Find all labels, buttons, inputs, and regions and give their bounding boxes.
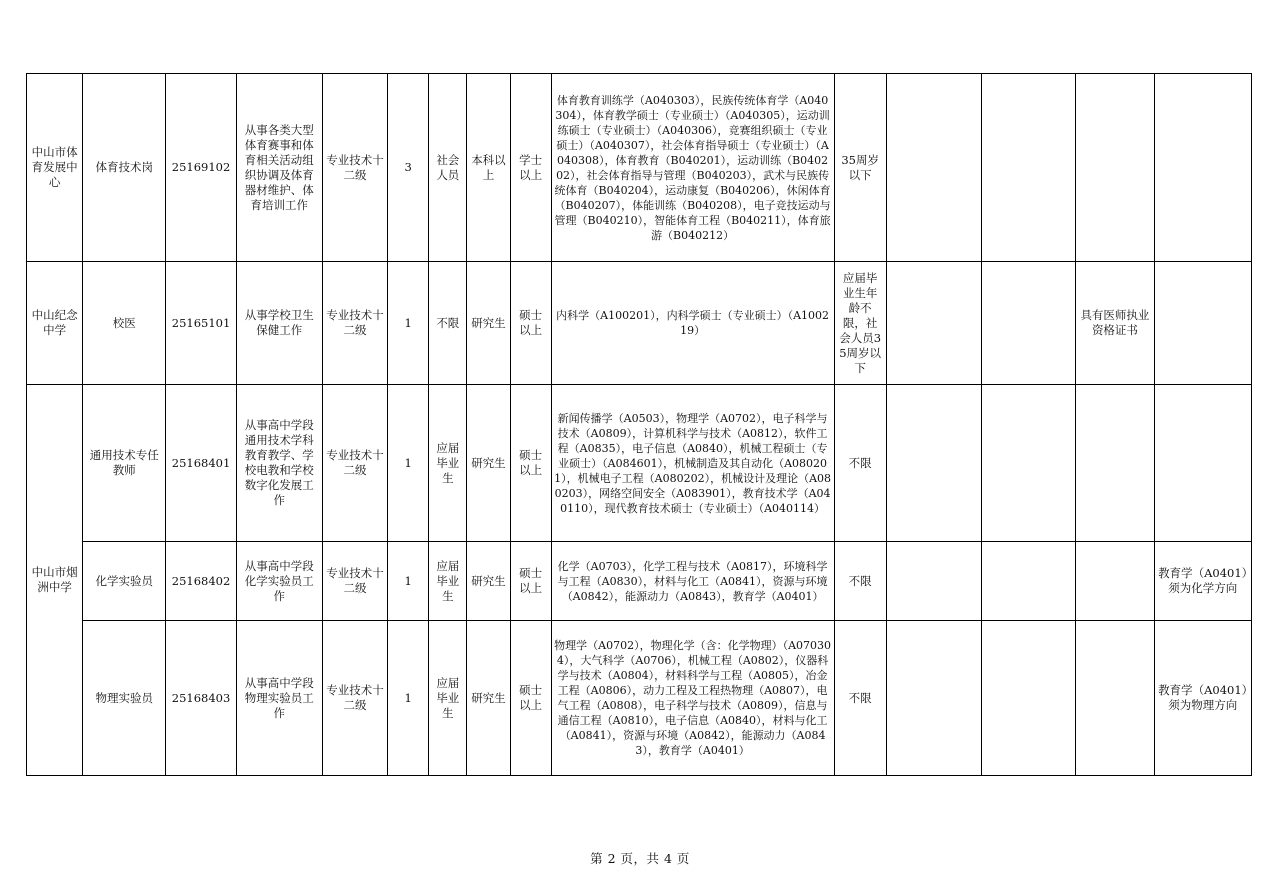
education-cell: 本科以上 [467, 74, 510, 262]
position-cell: 通用技术专任教师 [83, 385, 166, 542]
age-cell: 不限 [834, 385, 886, 542]
unit-cell: 中山纪念中学 [27, 262, 83, 385]
table-row [27, 262, 1252, 385]
education-cell: 研究生 [467, 621, 510, 776]
age-cell: 不限 [834, 621, 886, 776]
degree-cell: 学士以上 [510, 74, 551, 262]
level-cell: 专业技术十二级 [322, 262, 387, 385]
code-cell: 25168403 [166, 621, 236, 776]
unit-cell: 中山市烟洲中学 [27, 385, 83, 776]
target-cell: 应届毕业生 [429, 542, 467, 621]
extra-cell-12 [886, 385, 981, 542]
degree-cell: 硕士以上 [510, 385, 551, 542]
code-cell: 25169102 [166, 74, 236, 262]
degree-cell: 硕士以上 [510, 262, 551, 385]
education-cell: 研究生 [467, 262, 510, 385]
position-cell: 物理实验员 [83, 621, 166, 776]
duties-cell: 从事高中学段物理实验员工作 [236, 621, 322, 776]
count-cell: 1 [388, 262, 429, 385]
count-cell: 1 [388, 385, 429, 542]
level-cell: 专业技术十二级 [322, 621, 387, 776]
extra-cell-12 [886, 621, 981, 776]
duties-cell: 从事高中学段化学实验员工作 [236, 542, 322, 621]
requirement-cell [1076, 385, 1154, 542]
major-cell: 化学（A0703），化学工程与技术（A0817），环境科学与工程（A0830），材料与化工（A0841），资源与环境（A0842），能源动力（A0843），教育学（A0401） [551, 542, 834, 621]
target-cell: 应届毕业生 [429, 621, 467, 776]
education-cell: 研究生 [467, 385, 510, 542]
requirement-cell [1076, 542, 1154, 621]
recruitment-table [26, 73, 1252, 776]
unit-cell: 中山市体育发展中心 [27, 74, 83, 262]
extra-cell-13 [982, 262, 1076, 385]
extra-cell-12 [886, 542, 981, 621]
level-cell: 专业技术十二级 [322, 385, 387, 542]
remark-cell [1154, 74, 1251, 262]
code-cell: 25168402 [166, 542, 236, 621]
duties-cell: 从事学校卫生保健工作 [236, 262, 322, 385]
age-cell: 不限 [834, 542, 886, 621]
education-cell: 研究生 [467, 542, 510, 621]
code-cell: 25168401 [166, 385, 236, 542]
position-cell: 校医 [83, 262, 166, 385]
table-row [27, 621, 1252, 776]
code-cell: 25165101 [166, 262, 236, 385]
requirement-cell [1076, 621, 1154, 776]
degree-cell: 硕士以上 [510, 542, 551, 621]
extra-cell-13 [982, 542, 1076, 621]
count-cell: 1 [388, 621, 429, 776]
count-cell: 1 [388, 542, 429, 621]
position-cell: 化学实验员 [83, 542, 166, 621]
major-cell: 物理学（A0702），物理化学（含：化学物理）（A070304），大气科学（A0706），机械工程（A0802），仪器科学与技术（A0804），材料科学与工程（A0805），冶金工程（A0806），动力工程及工程热物理（A0807），电气工程（A0808），电子科学与技术（A0809），信息与通信工程（A0810），电子信息（A0840），材料与化工（A0841），资源与环境（A0842），能源动力（A0843），教育学（A0401） [551, 621, 834, 776]
extra-cell-13 [982, 621, 1076, 776]
target-cell: 应届毕业生 [429, 385, 467, 542]
requirement-cell: 具有医师执业资格证书 [1076, 262, 1154, 385]
duties-cell: 从事高中学段通用技术学科教育教学、学校电教和学校数字化发展工作 [236, 385, 322, 542]
remark-cell: 教育学（A0401）须为物理方向 [1154, 621, 1251, 776]
duties-cell: 从事各类大型体育赛事和体育相关活动组织协调及体育器材维护、体育培训工作 [236, 74, 322, 262]
position-cell: 体育技术岗 [83, 74, 166, 262]
major-cell: 新闻传播学（A0503），物理学（A0702），电子科学与技术（A0809），计算机科学与技术（A0812），软件工程（A0835），电子信息（A0840），机械工程硕士（专业硕士）（A084601），机械制造及其自动化（A080201），机械电子工程（A080202），机械设计及理论（A080203），网络空间安全（A083901），教育技术学（A040110），现代教育技术硕士（专业硕士）（A040114） [551, 385, 834, 542]
extra-cell-13 [982, 385, 1076, 542]
table-row [27, 385, 1252, 542]
page-footer: 第 2 页，共 4 页 [590, 851, 690, 866]
age-cell: 35周岁以下 [834, 74, 886, 262]
target-cell: 社会人员 [429, 74, 467, 262]
extra-cell-12 [886, 74, 981, 262]
level-cell: 专业技术十二级 [322, 74, 387, 262]
extra-cell-13 [982, 74, 1076, 262]
major-cell: 内科学（A100201），内科学硕士（专业硕士）（A100219） [551, 262, 834, 385]
age-cell: 应届毕业生年龄不限，社会人员35周岁以下 [834, 262, 886, 385]
degree-cell: 硕士以上 [510, 621, 551, 776]
remark-cell: 教育学（A0401）须为化学方向 [1154, 542, 1251, 621]
requirement-cell [1076, 74, 1154, 262]
table-row [27, 74, 1252, 262]
extra-cell-12 [886, 262, 981, 385]
target-cell: 不限 [429, 262, 467, 385]
remark-cell [1154, 385, 1251, 542]
level-cell: 专业技术十二级 [322, 542, 387, 621]
count-cell: 3 [388, 74, 429, 262]
remark-cell [1154, 262, 1251, 385]
table-row [27, 542, 1252, 621]
major-cell: 体育教育训练学（A040303），民族传统体育学（A040304），体育教学硕士（专业硕士）（A040305），运动训练硕士（专业硕士）（A040306），竞赛组织硕士（专业硕士）（A040307），社会体育指导硕士（专业硕士）（A040308），体育教育（B040201），运动训练（B040202），社会体育指导与管理（B040203），武术与民族传统体育（B040204），运动康复（B040206），休闲体育（B040207），体能训练（B040208），电子竞技运动与管理（B040210），智能体育工程（B040211），体育旅游（B040212） [551, 74, 834, 262]
